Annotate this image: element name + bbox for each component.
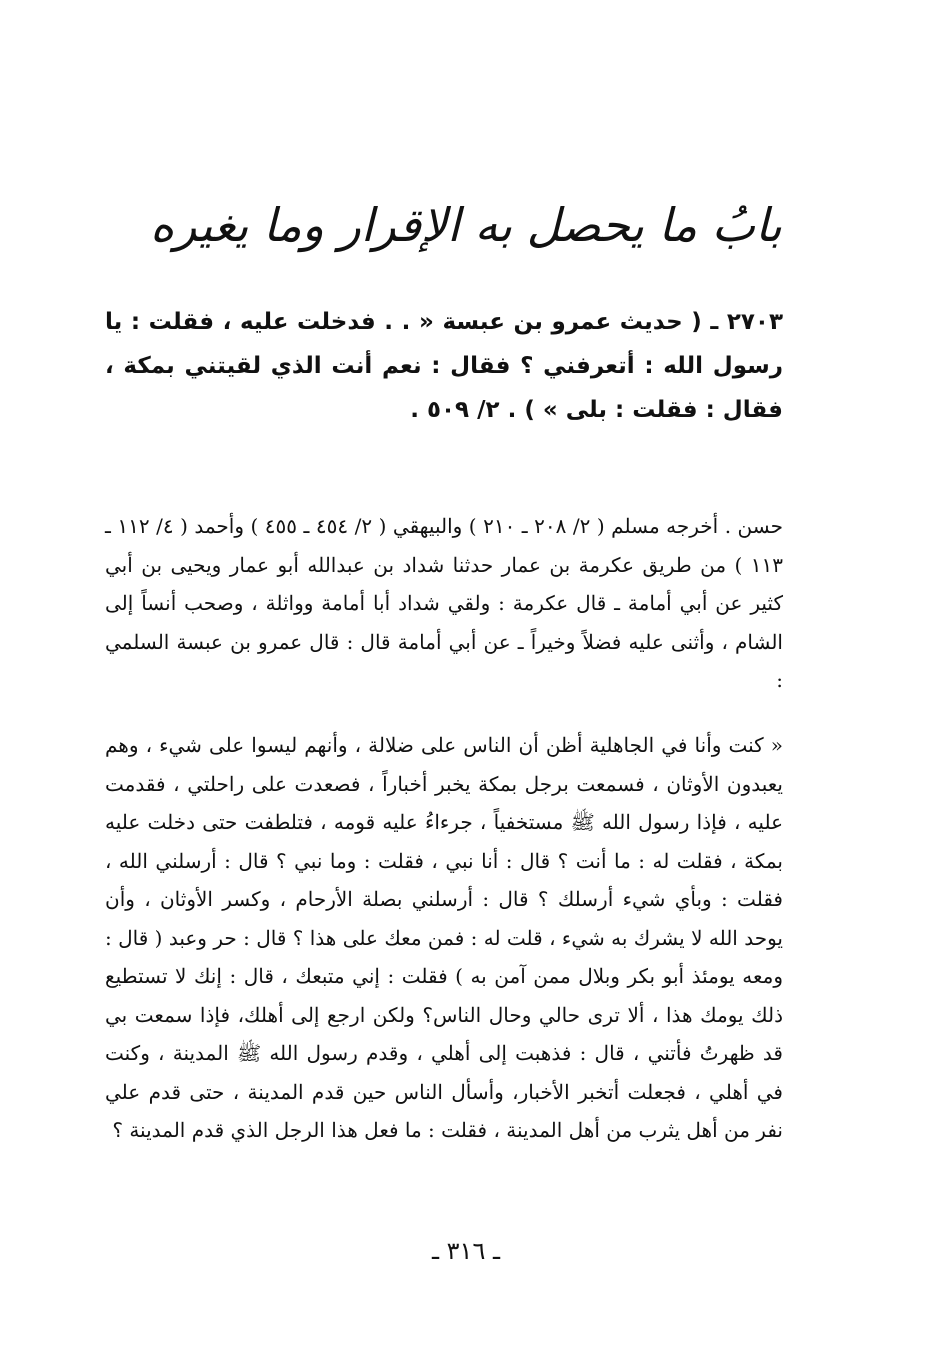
narration-paragraph: « كنت وأنا في الجاهلية أظن أن الناس على ضلالة ، وأنهم ليسوا على شيء ، وهم يعبدون الأوثان ، فسمعت برجل بمكة يخبر أخباراً ، فصعدت على راحلتي ، فقدمت عليه ، فإذا رسول الله ﷺ مستخفياً ، جرءاءُ عليه قومه ، فتلطفت حتى دخلت عليه بمكة ، فقلت له : ما أنت ؟ قال : أنا نبي ، فقلت : وما نبي ؟ قال : أرسلني الله ، فقلت : وبأي شيء أرسلك ؟ قال : أرسلني بصلة الأرحام ، وكسر الأوثان ، وأن يوحد الله لا يشرك به شيء ، قلت له : فمن معك على هذا ؟ قال : حر وعبد ( قال : ومعه يومئذ أبو بكر وبلال ممن آمن به ) فقلت : إني متبعك ، قال : إنك لا تستطيع ذلك يومك هذا ، ألا ترى حالي وحال الناس؟ ولكن ارجع إلى أهلك، فإذا سمعت بي قد ظهرتُ فأتني ، قال : فذهبت إلى أهلي ، وقدم رسول الله ﷺ المدينة ، وكنت في أهلي ، فجعلت أتخبر الأخبار، وأسأل الناس حين قدم المدينة ، حتى قدم علي نفر من أهل يثرب من أهل المدينة ، فقلت : ما فعل هذا الرجل الذي قدم المدينة ؟: [105, 733, 783, 1142]
page-number: ـ ٣١٦ ـ: [431, 1237, 500, 1265]
hadith-text: ٢٧٠٣ ـ ( حديث عمرو بن عبسة « . . فدخلت عليه ، فقلت : يا رسول الله : أتعرفني ؟ فقال : نعم أنت الذي لقيتني بمكة ، فقال : فقلت : بلى » ) . ٢/ ٥٠٩ .: [105, 309, 783, 423]
takhrij-paragraph: حسن . أخرجه مسلم ( ٢/ ٢٠٨ ـ ٢١٠ ) والبيهقي ( ٢/ ٤٥٤ ـ ٤٥٥ ) وأحمد ( ٤/ ١١٢ ـ ١١٣ ) من طريق عكرمة بن عمار حدثنا شداد بن عبدالله أبو عمار ويحيى بن أبي كثير عن أبي أمامة ـ قال عكرمة : ولقي شداد أبا أمامة وواثلة ، وصحب أنساً إلى الشام ، وأثنى عليه فضلاً وخيراً ـ عن أبي أمامة قال : قال عمرو بن عبسة السلمي :: [105, 514, 783, 692]
chapter-title: بابُ ما يحصل به الإقرار وما يغيره: [150, 198, 782, 252]
